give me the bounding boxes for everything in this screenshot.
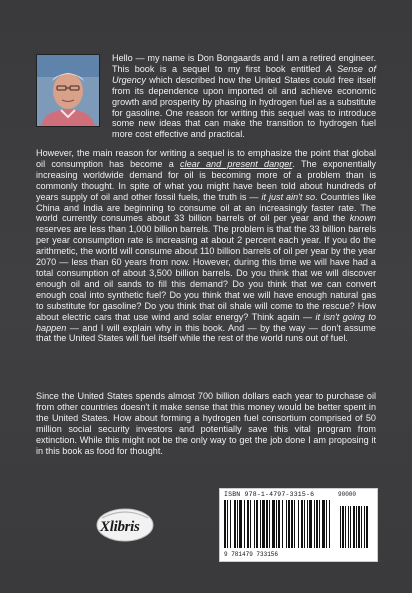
main-reason-paragraph — [36, 148, 376, 344]
known-word: known — [349, 213, 376, 224]
isbn-barcode — [219, 488, 378, 562]
publisher-logo: Xlibris — [100, 519, 140, 535]
author-intro-paragraph — [112, 53, 376, 140]
closing-text: Since the United States spends almost 700 billion dollars each year to purchase oil from other countries doesn't it make sense that this money would be better spent in the United States. How about forming a hydrogen fuel consortium comprised of 50 million social security investors and potentially save this vital program from extinction. While this might not be the only way to get the job done I am proposing it in this book as food for thought. — [36, 391, 376, 456]
clear-and-present-danger-phrase: clear and present danger — [180, 158, 293, 169]
closing-paragraph — [36, 391, 376, 456]
reason-text-5: — and I will explain why in this book. And — by the way — don't assume that the United States will fuel itself while the rest of the world runs out of fuel. — [36, 322, 376, 344]
reason-text-3: . Countries like China and India are beginning to consume oil at an increasingly faster rate. The world currently consumes about 33 billion barrels of oil per year and the — [36, 191, 376, 224]
isnt-going-to-happen-phrase: it isn't going to happen — [36, 311, 376, 333]
author-photo — [36, 54, 100, 127]
isbn-label: ISBN 978-1-4797-3315-6 — [224, 491, 315, 498]
intro-text-2: which described how the United States could free itself from its dependence upon imported oil and achieve economic growth and prosperity by phasing in hydrogen fuel as a substitute for gasoline. One reason for writing this sequel was to introduce some new ideas that can make the transition to hydrogen fuel more cost effective and practical. — [112, 74, 376, 140]
it-just-aint-so-phrase: it just ain't so — [261, 191, 315, 202]
ean-number: 9 781479 733156 — [224, 551, 279, 558]
barcode-bars — [224, 500, 373, 550]
reason-text-1: However, the main reason for writing a sequel is to emphasize the point that global oil consumption has become a — [36, 148, 376, 169]
intro-text-1: Hello — my name is Don Bongaards and I am a retired engineer. This book is a sequel to my first book entitled — [112, 53, 376, 74]
price-code: 90000 — [338, 491, 357, 498]
reason-text-2: . The exponentially increasing worldwide demand for oil is becoming more of a problem than is commonly thought. In spite of what you might have been told about hundreds of years supply of oil and other fossil fuels, the truth is — — [36, 158, 376, 202]
reason-text-4: reserves are less than 1,000 billion barrels. The problem is that the 33 billion barrels per year consumption rate is increasing at about 2 percent each year. If you do the arithmetic, the world will consume about 110 billion barrels of oil per year by the year 2070 — less than 60 years from now. However, during this time we will have had a total consumption of about 3,500 billion barrels. Do you think that we will discover enough oil and oil sands to fill this demand? Do you think that we can convert enough coal into synthetic fuel? Do you think that we will have enough natural gas to substitute for gasoline? Do you think that oil shale will come to the rescue? How about electric cars that use wind and solar energy? Think again — — [36, 224, 376, 322]
first-book-title: A Sense of Urgency — [112, 63, 377, 85]
